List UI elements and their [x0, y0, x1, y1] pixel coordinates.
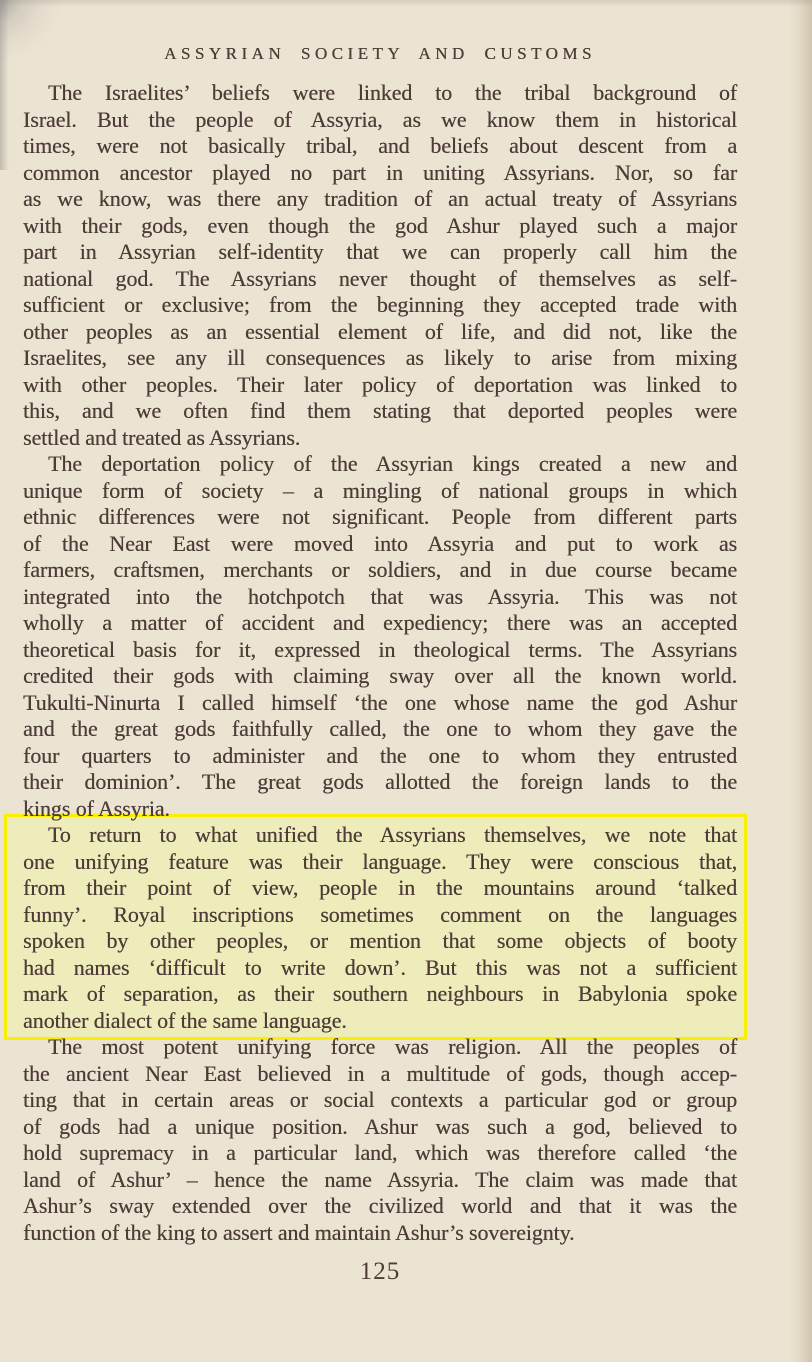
text-line: had names ‘difficult to write down’. But this was not a sufficient: [23, 954, 737, 980]
text-line: credited their gods with claiming sway over all the known world.: [23, 663, 737, 688]
text-line: Israelites, see any ill consequences as likely to arise from mixing: [23, 345, 737, 370]
scan-right-edge-shadow: [788, 0, 812, 1362]
text-line: mark of separation, as their southern neighbours in Babylonia spoke: [23, 981, 737, 1006]
text-line: from their point of view, people in the mountains around ‘talked: [23, 875, 737, 900]
paragraph: [23, 1034, 737, 1246]
text-line: of gods had a unique position. Ashur was such a god, believed to: [23, 1113, 737, 1139]
text-line: hold supremacy in a particular land, which was therefore called ‘the: [23, 1140, 737, 1165]
scan-top-edge-shadow: [0, 0, 812, 7]
text-line: sufficient or exclusive; from the beginning they accepted trade with: [23, 292, 737, 317]
text-line: four quarters to administer and the one to whom they entrusted: [23, 742, 737, 768]
text-line: The most potent unifying force was religion. All the peoples of: [48, 1034, 737, 1059]
scan-left-edge-shadow: [0, 0, 9, 170]
text-line: ting that in certain areas or social contexts a particular god or group: [23, 1087, 737, 1112]
text-line: of the Near East were moved into Assyria and put to work as: [23, 530, 737, 556]
text-line: To return to what unified the Assyrians themselves, we note that: [48, 822, 737, 847]
text-line: wholly a matter of accident and expediency; there was an accepted: [23, 610, 737, 635]
text-line: with other peoples. Their later policy of deportation was linked to: [23, 371, 737, 397]
text-line: and the great gods faithfully called, the one to whom they gave the: [23, 716, 737, 741]
text-line: settled and treated as Assyrians.: [23, 424, 301, 450]
text-line: function of the king to assert and maintain Ashur’s sovereignty.: [23, 1219, 575, 1245]
text-line: Israel. But the people of Assyria, as we know them in historical: [23, 106, 737, 132]
text-line: spoken by other peoples, or mention that some objects of booty: [23, 928, 737, 953]
text-line: farmers, craftsmen, merchants or soldiers, and in due course became: [23, 557, 737, 582]
text-line: their dominion’. The great gods allotted the foreign lands to the: [23, 769, 737, 794]
text-line: this, and we often find them stating that deported peoples were: [23, 398, 737, 423]
paragraph: [23, 80, 737, 451]
text-line: one unifying feature was their language. They were conscious that,: [23, 848, 737, 874]
text-line: land of Ashur’ – hence the name Assyria. The claim was made that: [23, 1166, 737, 1192]
body-text: [23, 80, 737, 1246]
page-number: 125: [359, 1258, 401, 1285]
page-content: [23, 44, 737, 1286]
text-line: Tukulti-Ninurta I called himself ‘the one whose name the god Ashur: [23, 689, 737, 715]
paragraph: [23, 451, 737, 822]
text-line: funny’. Royal inscriptions sometimes comment on the languages: [23, 901, 737, 927]
highlighted-paragraph: [4, 814, 747, 1040]
text-line: times, were not basically tribal, and beliefs about descent from a: [23, 133, 737, 158]
text-line: Ashur’s sway extended over the civilized world and that it was the: [23, 1193, 737, 1218]
text-line: other peoples as an essential element of life, and did not, like the: [23, 318, 737, 344]
text-line: unique form of society – a mingling of national groups in which: [23, 477, 737, 503]
text-line: national god. The Assyrians never thought of themselves as self-: [23, 265, 737, 291]
text-line: another dialect of the same language.: [23, 1007, 347, 1033]
text-line: theoretical basis for it, expressed in theological terms. The Assyrians: [23, 636, 737, 662]
text-line: common ancestor played no part in uniting Assyrians. Nor, so far: [23, 159, 737, 185]
text-line: with their gods, even though the god Ashur played such a major: [23, 212, 737, 238]
running-header: ASSYRIAN SOCIETY AND CUSTOMS: [164, 44, 596, 63]
text-line: the ancient Near East believed in a multitude of gods, though accep-: [23, 1060, 737, 1086]
text-line: integrated into the hotchpotch that was Assyria. This was not: [23, 583, 737, 609]
text-line: part in Assyrian self-identity that we can properly call him the: [23, 239, 737, 264]
text-line: kings of Assyria.: [23, 795, 170, 821]
text-line: ethnic differences were not significant. People from different parts: [23, 504, 737, 529]
text-line: The deportation policy of the Assyrian kings created a new and: [48, 451, 737, 476]
text-line: as we know, was there any tradition of an actual treaty of Assyrians: [23, 186, 737, 211]
text-line: The Israelites’ beliefs were linked to the tribal background of: [48, 80, 737, 105]
